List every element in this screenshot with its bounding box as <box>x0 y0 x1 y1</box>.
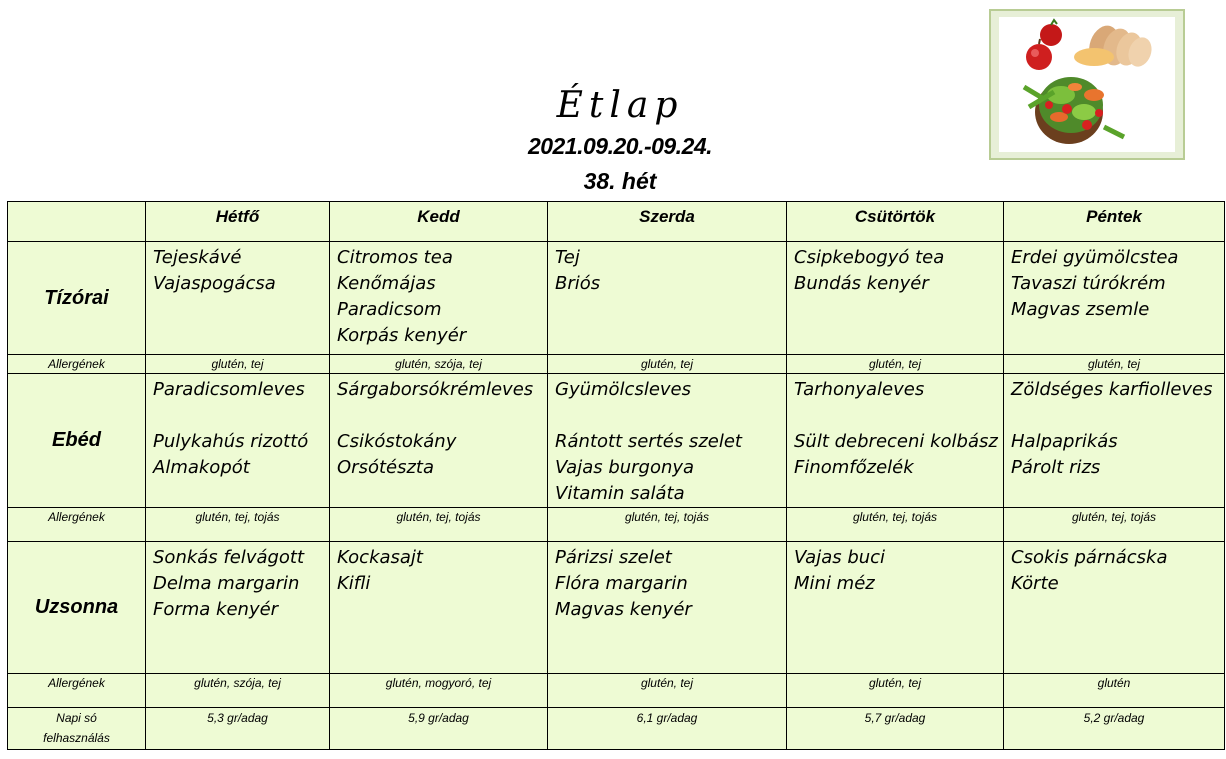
menu-cell <box>330 542 548 674</box>
menu-item: Citromos tea <box>337 247 453 268</box>
allergen-row <box>8 508 1225 542</box>
salt-label-line: Napi só <box>56 711 97 725</box>
menu-item: Forma kenyér <box>153 599 279 620</box>
allergen-cell: glutén, tej, tojás <box>787 508 1004 542</box>
salt-cell: 5,3 gr/adag <box>146 708 330 750</box>
menu-item: Tarhonyaleves <box>794 379 925 400</box>
allergen-cell: glutén, tej, tojás <box>146 508 330 542</box>
allergen-cell: glutén, mogyoró, tej <box>330 674 548 708</box>
menu-item: Csikóstokány <box>337 431 457 452</box>
menu-cell <box>787 374 1004 508</box>
day-header-monday: Hétfő <box>146 202 330 242</box>
salt-label <box>8 708 146 750</box>
menu-item: Magvas zsemle <box>1011 299 1150 320</box>
meal-label: Ebéd <box>8 374 146 508</box>
menu-item: Bundás kenyér <box>794 273 929 294</box>
meal-label: Tízórai <box>8 242 146 355</box>
menu-item: Paradicsomleves <box>153 379 305 400</box>
day-header-thursday: Csütörtök <box>787 202 1004 242</box>
menu-cell <box>787 242 1004 355</box>
meal-row-uzsonna <box>8 542 1225 674</box>
menu-item: Briós <box>555 273 601 294</box>
allergen-cell: glutén, szója, tej <box>146 674 330 708</box>
menu-cell <box>330 374 548 508</box>
allergen-cell: glutén, tej, tojás <box>330 508 548 542</box>
menu-item: Delma margarin <box>153 573 300 594</box>
menu-item: Kifli <box>337 573 371 594</box>
day-header-row <box>8 202 1225 242</box>
menu-item: Vitamin saláta <box>555 483 685 504</box>
corner-cell <box>8 202 146 242</box>
allergen-cell: glutén, tej <box>1004 355 1225 374</box>
meal-row-ebed <box>8 374 1225 508</box>
menu-item: Pulykahús rizottó <box>153 431 309 452</box>
allergen-cell: glutén, tej <box>787 674 1004 708</box>
date-range: 2021.09.20.-09.24. <box>527 133 713 159</box>
menu-item: Csokis párnácska <box>1011 547 1168 568</box>
menu-item: Halpaprikás <box>1011 431 1118 452</box>
salt-row <box>8 708 1225 750</box>
meal-label: Uzsonna <box>8 542 146 674</box>
menu-item <box>153 403 329 429</box>
menu-item <box>555 403 786 429</box>
menu-item: Gyümölcsleves <box>555 379 692 400</box>
menu-item: Vajas buci <box>794 547 886 568</box>
menu-cell <box>1004 374 1225 508</box>
allergen-cell: glutén, tej, tojás <box>1004 508 1225 542</box>
allergen-cell: glutén <box>1004 674 1225 708</box>
menu-cell <box>1004 242 1225 355</box>
menu-item: Tej <box>555 247 580 268</box>
allergen-cell: glutén, szója, tej <box>330 355 548 374</box>
day-header-tuesday: Kedd <box>330 202 548 242</box>
menu-item: Tavaszi túrókrém <box>1011 273 1166 294</box>
menu-cell <box>146 374 330 508</box>
day-header-wednesday: Szerda <box>548 202 787 242</box>
menu-item: Sárgaborsókrémleves <box>337 379 534 400</box>
menu-cell <box>548 374 787 508</box>
menu-item: Flóra margarin <box>555 573 688 594</box>
allergen-cell: glutén, tej <box>548 674 787 708</box>
menu-cell <box>548 542 787 674</box>
menu-cell <box>330 242 548 355</box>
menu-cell <box>548 242 787 355</box>
menu-item: Párizsi szelet <box>555 547 672 568</box>
menu-item: Vajas burgonya <box>555 457 695 478</box>
allergen-cell: glutén, tej, tojás <box>548 508 787 542</box>
menu-cell <box>1004 542 1225 674</box>
menu-item: Körte <box>1011 573 1059 594</box>
menu-item: Mini méz <box>794 573 875 594</box>
food-photo <box>989 9 1185 160</box>
menu-cell <box>787 542 1004 674</box>
week-number: 38. hét <box>583 168 657 194</box>
meal-row-tizorai <box>8 242 1225 355</box>
menu-item <box>1011 403 1224 429</box>
salt-label-line: felhasználás <box>43 731 110 745</box>
food-illustration <box>999 17 1175 152</box>
menu-table <box>7 201 1225 750</box>
menu-item: Tejeskávé <box>153 247 242 268</box>
allergen-label: Allergének <box>8 355 146 374</box>
allergen-label: Allergének <box>8 674 146 708</box>
menu-item: Zöldséges karfiolleves <box>1011 379 1213 400</box>
menu-item: Csipkebogyó tea <box>794 247 945 268</box>
menu-item: Almakopót <box>153 457 250 478</box>
menu-item: Magvas kenyér <box>555 599 692 620</box>
salt-cell: 6,1 gr/adag <box>548 708 787 750</box>
day-header-friday: Péntek <box>1004 202 1225 242</box>
menu-cell <box>146 542 330 674</box>
menu-item: Sonkás felvágott <box>153 547 305 568</box>
allergen-cell: glutén, tej <box>548 355 787 374</box>
allergen-row <box>8 355 1225 374</box>
allergen-cell: glutén, tej <box>787 355 1004 374</box>
menu-item: Sült debreceni kolbász <box>794 431 998 452</box>
menu-item: Vajaspogácsa <box>153 273 276 294</box>
menu-item <box>794 403 1003 429</box>
menu-item: Kenőmájas <box>337 273 436 294</box>
menu-item: Rántott sertés szelet <box>555 431 742 452</box>
allergen-cell: glutén, tej <box>146 355 330 374</box>
menu-item: Kockasajt <box>337 547 423 568</box>
allergen-row <box>8 674 1225 708</box>
menu-item: Paradicsom <box>337 299 442 320</box>
salt-cell: 5,2 gr/adag <box>1004 708 1225 750</box>
menu-item: Finomfőzelék <box>794 457 914 478</box>
allergen-label: Allergének <box>8 508 146 542</box>
menu-item <box>337 403 547 429</box>
menu-item: Erdei gyümölcstea <box>1011 247 1179 268</box>
menu-item: Orsótészta <box>337 457 435 478</box>
salt-cell: 5,9 gr/adag <box>330 708 548 750</box>
menu-cell <box>146 242 330 355</box>
page-title: Étlap <box>556 85 684 126</box>
salt-cell: 5,7 gr/adag <box>787 708 1004 750</box>
menu-item: Korpás kenyér <box>337 325 467 346</box>
menu-item: Párolt rizs <box>1011 457 1101 478</box>
